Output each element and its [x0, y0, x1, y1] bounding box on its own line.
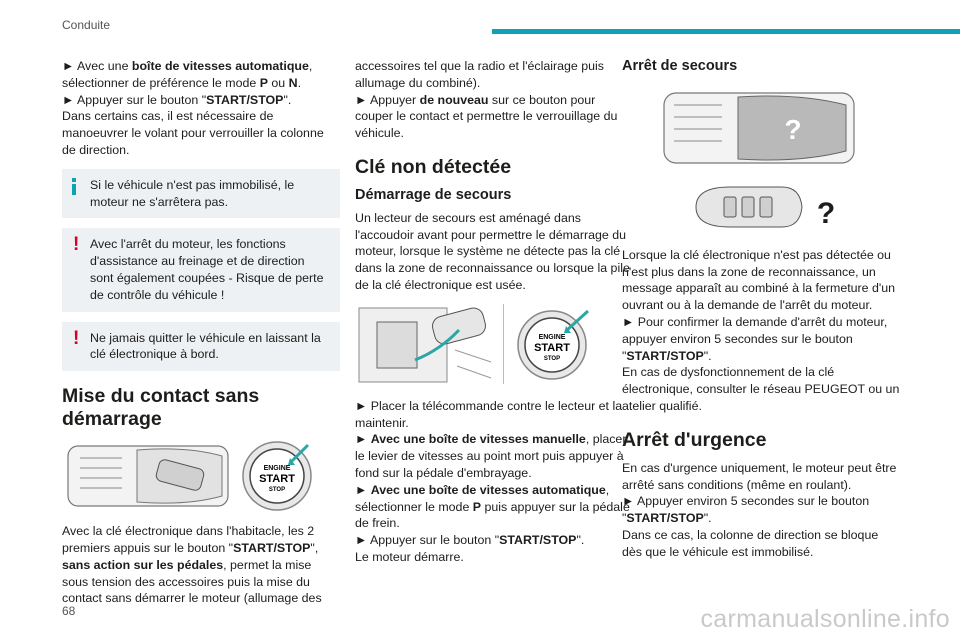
- figure-divider: [503, 304, 504, 384]
- info-note: Si le véhicule n'est pas immobilisé, le moteur ne s'arrêtera pas.: [62, 169, 340, 219]
- press-again-instruction: ► Appuyer de nouveau sur ce bouton pour couper le contact et permettre le verrouillage du véhicule.: [355, 92, 618, 141]
- backup-reader-paragraph: Un lecteur de secours est aménagé dans l'accoudoir avant pour permettre le démarrage du moteur, lorsque le système ne détecte pas la clé dans la zone de reconnaissance ou lorsque la pile de la clé électronique est usée.: [355, 210, 630, 292]
- svg-text:START: START: [534, 341, 570, 354]
- manual-gearbox-instruction: ► Avec une boîte de vitesses manuelle, placer le levier de vitesses au point mort puis appuyer à fond sur la pédale d'embrayage.: [355, 432, 627, 480]
- emergency-paragraph: En cas d'urgence uniquement, le moteur peut être arrêté sans conditions (même en roulant).: [622, 460, 897, 492]
- confirm-stop-instruction: ► Pour confirmer la demande d'arrêt du moteur, appuyer environ 5 secondes sur le bouton "START/STOP".: [622, 314, 888, 363]
- warning-icon: !: [73, 327, 80, 349]
- watermark: carmanualsonline.info: [700, 605, 950, 633]
- engine-start-stop-button-icon: [240, 439, 314, 513]
- svg-text:START: START: [259, 473, 295, 486]
- section-heading-ignition: Mise du contact sans démarrage: [62, 385, 260, 431]
- car-top-view-illustration: [660, 89, 860, 169]
- backup-start-figure: [355, 300, 633, 388]
- column-2: [355, 58, 633, 566]
- section-heading-key-not-detected: Clé non détectée: [355, 155, 512, 178]
- armrest-reader-illustration: [355, 300, 495, 388]
- continuation-text: accessoires tel que la radio et l'éclairage puis allumage du combiné).: [355, 59, 604, 90]
- svg-text:STOP: STOP: [268, 487, 286, 494]
- engine-start-stop-button-icon: [512, 303, 594, 385]
- steering-note: Dans certains cas, il est nécessaire de manoeuvrer le volant pour verrouiller la colonne de direction.: [62, 109, 324, 157]
- engine-starts-text: Le moteur démarre.: [355, 549, 464, 564]
- column-1: [62, 58, 340, 607]
- key-not-detected-paragraph: Lorsque la clé électronique n'est pas détectée ou n'est plus dans la zone de reconnaissance, un message apparaît au combiné à la fermeture d'un ouvrant ou à la demande de l'arrêt du moteur.: [622, 247, 896, 313]
- subheading-backup-start: Démarrage de secours: [355, 186, 512, 203]
- warning-note-1: ! Avec l'arrêt du moteur, les fonctions d'assistance au freinage et de direction sont également coupées - Risque de perte de contrôle du véhicule !: [62, 228, 340, 311]
- place-remote-instruction: ► Placer la télécommande contre le lecteur et la maintenir.: [355, 398, 623, 430]
- svg-text:ENGINE: ENGINE: [263, 465, 291, 473]
- svg-text:STOP: STOP: [543, 355, 561, 362]
- section-heading-emergency-stop: Arrêt d'urgence: [622, 428, 767, 451]
- auto-gearbox-instruction: ► Avec une boîte de vitesses automatique, sélectionner de préférence le mode P ou N.: [62, 59, 313, 90]
- warning-icon: !: [73, 234, 80, 256]
- question-mark-icon: ?: [784, 113, 802, 145]
- page-number: 68: [62, 604, 76, 618]
- ignition-figure: [62, 439, 340, 513]
- ignition-paragraph: Avec la clé électronique dans l'habitacle, les 2 premiers appuis sur le bouton "START/STOP", sans action sur les pédales, permet la mise sous tension des accessoires puis la mise du contact sans démarrer le moteur (allumage des: [62, 524, 322, 606]
- info-icon: [72, 178, 76, 196]
- electronic-key-icon: [690, 179, 840, 235]
- emergency-press-instruction: ► Appuyer environ 5 secondes sur le bouton "START/STOP".: [622, 494, 870, 526]
- header-accent-bar: [492, 29, 960, 34]
- column-3: [622, 58, 900, 561]
- press-button-instruction: ► Appuyer sur le bouton "START/STOP".: [62, 92, 292, 107]
- press-button-instruction: ► Appuyer sur le bouton "START/STOP".: [355, 533, 585, 548]
- subheading-backup-stop: Arrêt de secours: [622, 58, 738, 74]
- auto-gearbox-instruction: ► Avec une boîte de vitesses automatique, sélectionner le mode P puis appuyer sur la pédale de frein.: [355, 482, 630, 531]
- backup-stop-figure: [622, 89, 900, 239]
- warning-note-2: ! Ne jamais quitter le véhicule en laissant la clé électronique à bord.: [62, 322, 340, 372]
- car-with-key-illustration: [62, 444, 232, 508]
- steering-lock-paragraph: Dans ce cas, la colonne de direction se bloque dès que le véhicule est immobilisé.: [622, 527, 879, 559]
- question-mark-icon: ?: [816, 196, 836, 230]
- running-header: Conduite: [62, 18, 111, 32]
- svg-text:ENGINE: ENGINE: [538, 333, 566, 341]
- malfunction-paragraph: En cas de dysfonctionnement de la clé électronique, consulter le réseau PEUGEOT ou un atelier qualifié.: [622, 365, 900, 413]
